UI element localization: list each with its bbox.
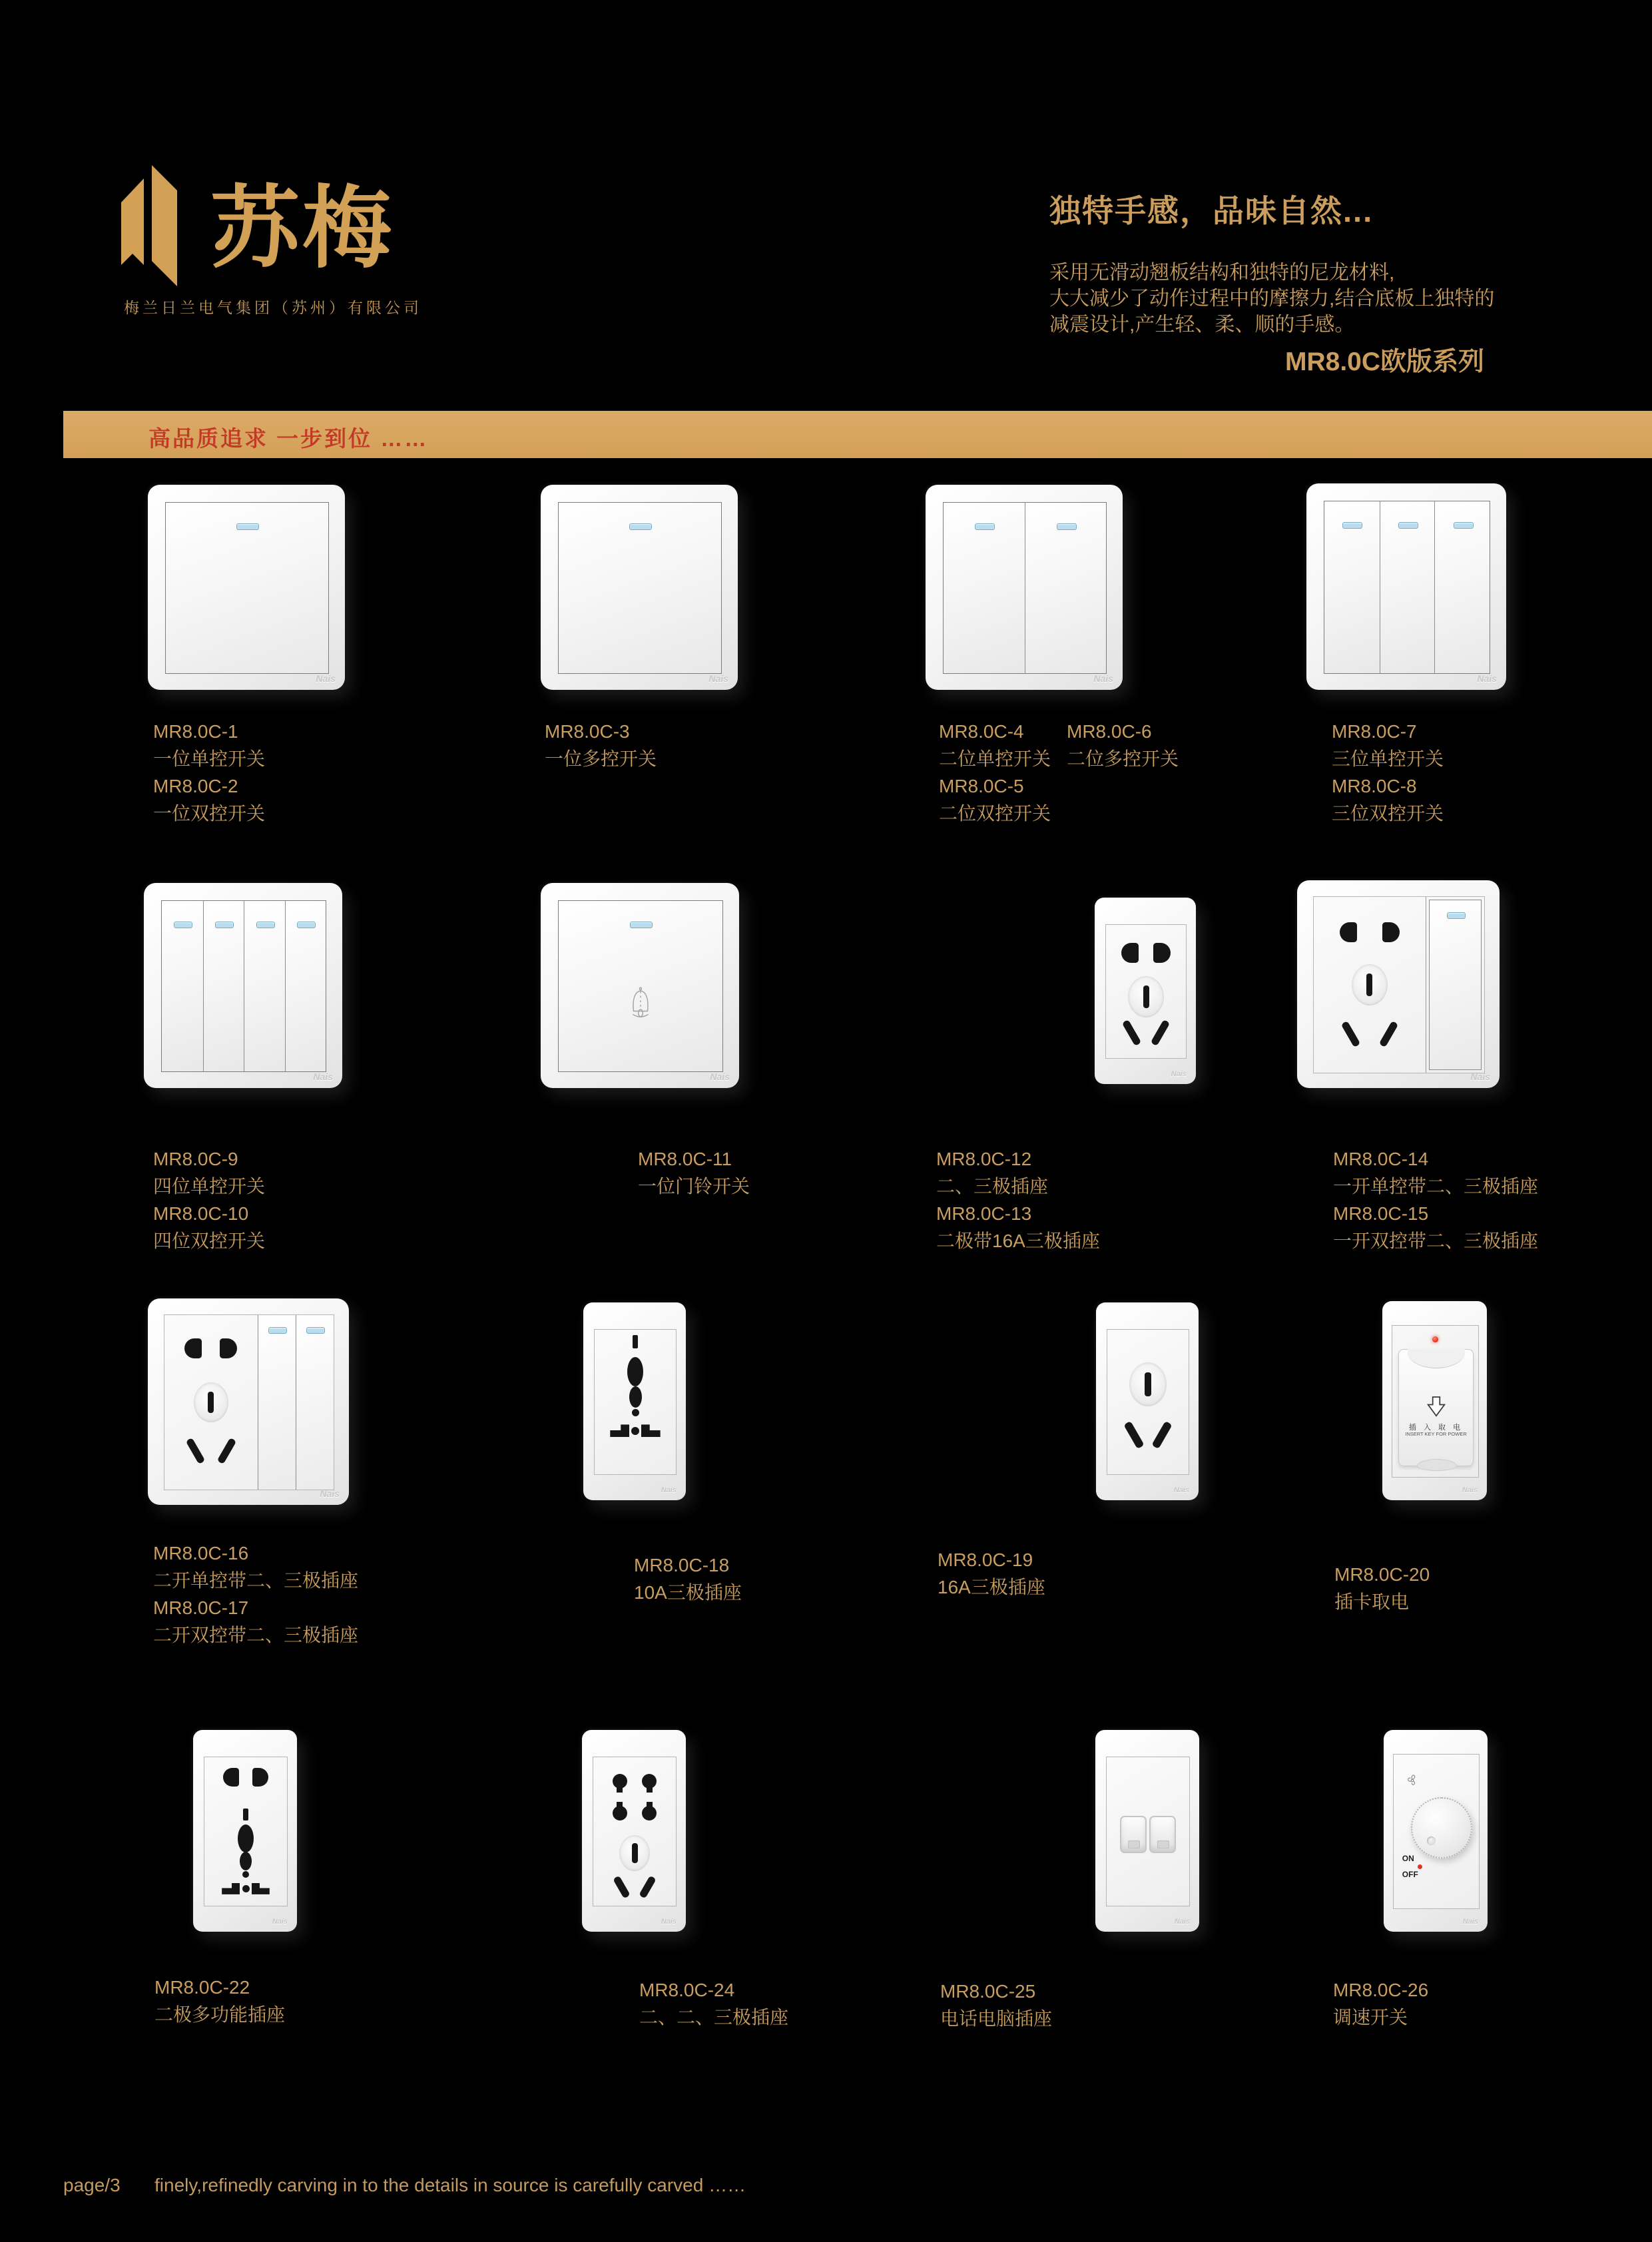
two-pin-hole-left	[184, 1338, 202, 1358]
brand-mark: Nais	[1462, 1486, 1478, 1494]
earth-pin-recess	[619, 1835, 650, 1871]
label-line: 一位单控开关	[153, 748, 266, 769]
label-line: 电话电脑插座	[940, 2008, 1053, 2029]
arrow-down-icon	[1426, 1396, 1446, 1421]
label-line: 二、三极插座	[936, 1176, 1049, 1197]
label-line: 三位单控开关	[1332, 748, 1444, 769]
two-pin-hole-left	[1340, 922, 1357, 942]
product-MR8.0C-11	[541, 883, 739, 1088]
label-line: 二极多功能插座	[154, 2004, 286, 2025]
label-line: 一开单控带二、三极插座	[1333, 1176, 1539, 1197]
brand-mark: Nais	[320, 1488, 340, 1499]
product-MR8.0C-16	[148, 1298, 349, 1505]
slogan-line: 采用无滑动翘板结构和独特的尼龙材料,	[1049, 262, 1395, 284]
label-line: MR8.0C-2	[153, 776, 238, 796]
rocker	[285, 901, 326, 1071]
indicator-light	[975, 523, 995, 530]
live-pin-slot	[1124, 1421, 1145, 1449]
label-line: MR8.0C-16	[153, 1543, 249, 1563]
label-line: MR8.0C-20	[1334, 1564, 1430, 1585]
product-MR8.0C-14	[1297, 880, 1500, 1088]
rocker	[944, 503, 1025, 673]
indicator-light	[268, 1327, 287, 1334]
label-line: MR8.0C-10	[153, 1203, 249, 1224]
series-name: MR8.0C欧版系列	[1285, 348, 1485, 376]
live-pin-slot	[185, 1438, 205, 1464]
indicator-light	[1447, 912, 1466, 919]
mounting-plate	[1107, 1329, 1189, 1475]
doorbell-icon	[625, 986, 656, 1024]
mounting-plate	[1393, 1754, 1480, 1909]
label-line: 四位单控开关	[153, 1176, 266, 1197]
brand-mark: Nais	[1093, 673, 1113, 684]
page-number: page/3	[63, 2175, 121, 2195]
pin-hole	[613, 1806, 627, 1821]
pin-slot	[633, 1335, 638, 1348]
label-line: 插卡取电	[1334, 1591, 1410, 1612]
knob-dimple	[1427, 1836, 1436, 1845]
mounting-plate	[204, 1757, 288, 1906]
two-pin-hole-right	[252, 1768, 268, 1787]
rocker	[166, 503, 328, 673]
neutral-pin-slot	[1151, 1421, 1172, 1449]
card-text-en: INSERT KEY FOR POWER	[1405, 1430, 1467, 1437]
knob	[1411, 1797, 1472, 1858]
earth-pin-recess	[194, 1382, 228, 1422]
label-line: MR8.0C-1	[153, 721, 238, 742]
rj-jack-tab	[1157, 1840, 1169, 1848]
rocker	[244, 901, 285, 1071]
brand-mark: Nais	[1477, 673, 1497, 684]
slogan-line: 大大减少了动作过程中的摩擦力,结合底板上独特的	[1049, 288, 1495, 310]
indicator-light	[630, 922, 653, 928]
neutral-pin-slot	[639, 1876, 657, 1899]
indicator-light	[256, 922, 275, 928]
pin-slot	[243, 1809, 248, 1821]
pin-hole	[629, 1386, 642, 1408]
brand-name: 苏梅	[210, 179, 395, 278]
label-line: MR8.0C-26	[1333, 1980, 1429, 2000]
product-MR8.0C-26	[1384, 1730, 1488, 1932]
company-name: 梅兰日兰电气集团（苏州）有限公司	[124, 299, 422, 316]
product-MR8.0C-19	[1096, 1302, 1199, 1500]
card-slot-scoop	[1408, 1349, 1465, 1368]
slogan-title: 独特手感，品味自然...	[1049, 193, 1374, 228]
rocker	[1324, 501, 1380, 673]
fan-icon	[1404, 1773, 1420, 1792]
indicator-light	[297, 922, 316, 928]
label-line: 二开单控带二、三极插座	[153, 1570, 359, 1591]
brand-mark: Nais	[272, 1918, 288, 1926]
label-line: MR8.0C-6	[1067, 721, 1152, 742]
card-slot	[1398, 1349, 1474, 1466]
rocker	[1025, 503, 1106, 673]
label-line: 一位门铃开关	[638, 1176, 750, 1197]
label-line: MR8.0C-3	[545, 721, 630, 742]
label-line: MR8.0C-15	[1333, 1203, 1429, 1224]
label-line: 四位双控开关	[153, 1231, 266, 1251]
label-line: MR8.0C-25	[940, 1981, 1036, 2002]
mounting-plate	[161, 900, 326, 1072]
pin-hole	[642, 1806, 657, 1821]
power-led	[1432, 1336, 1438, 1342]
two-pin-hole-right	[220, 1338, 237, 1358]
mounting-plate	[1324, 501, 1490, 674]
label-line: MR8.0C-22	[154, 1977, 250, 1998]
mounting-plate	[943, 502, 1107, 674]
mounting-plate	[558, 900, 723, 1072]
pin-hole	[631, 1427, 639, 1435]
indicator-light	[1342, 522, 1362, 529]
label-line: MR8.0C-19	[938, 1549, 1033, 1570]
label-line: 二极带16A三极插座	[936, 1231, 1100, 1251]
live-pin-slot	[1122, 1019, 1142, 1046]
knob-off-label: OFF	[1402, 1870, 1418, 1880]
rocker	[1380, 501, 1435, 673]
two-pin-hole-left	[1121, 943, 1139, 963]
quality-banner-text: 高品质追求 一步到位 ……	[148, 426, 429, 451]
brand-mark: Nais	[316, 673, 336, 684]
rj-jack	[1120, 1816, 1147, 1853]
mounting-plate	[1106, 1757, 1190, 1906]
pin-hole	[627, 1357, 643, 1386]
neutral-pin-slot	[217, 1438, 237, 1464]
earth-pin-slot	[632, 1843, 638, 1863]
product-MR8.0C-3	[541, 485, 738, 690]
pin-hole	[240, 1852, 252, 1870]
label-line: MR8.0C-14	[1333, 1149, 1429, 1169]
mounting-plate	[1313, 896, 1485, 1073]
label-line: 二、二、三极插座	[639, 2007, 789, 2028]
product-MR8.0C-25	[1095, 1730, 1199, 1932]
earth-pin-recess	[1352, 964, 1388, 1005]
brand-mark: Nais	[1173, 1486, 1189, 1494]
indicator-light	[1454, 522, 1474, 529]
pin-hole	[242, 1885, 250, 1892]
brand-mark: Nais	[1470, 1071, 1490, 1082]
indicator-light	[306, 1327, 325, 1334]
indicator-light	[215, 922, 234, 928]
label-line: 调速开关	[1333, 2007, 1408, 2028]
product-MR8.0C-24	[582, 1730, 686, 1932]
brand-mark: Nais	[661, 1486, 677, 1494]
product-MR8.0C-18	[583, 1302, 686, 1500]
slogan-line: 减震设计,产生轻、柔、顺的手感。	[1049, 314, 1355, 336]
mounting-plate	[1105, 924, 1187, 1059]
label-line: MR8.0C-18	[634, 1555, 730, 1575]
label-line: 二开双控带二、三极插座	[153, 1625, 359, 1645]
socket-foot-left	[610, 1424, 629, 1437]
brand-mark: Nais	[313, 1071, 333, 1082]
product-MR8.0C-9	[144, 883, 342, 1088]
rocker	[559, 503, 721, 673]
label-line: MR8.0C-5	[939, 776, 1024, 796]
brand-mark: Nais	[1462, 1918, 1478, 1926]
label-line: 三位双控开关	[1332, 803, 1444, 824]
product-MR8.0C-4	[926, 485, 1123, 690]
product-MR8.0C-1	[148, 485, 345, 690]
rocker	[162, 901, 203, 1071]
live-pin-slot	[613, 1876, 631, 1899]
mounting-plate	[593, 1757, 677, 1906]
earth-pin-slot	[1143, 985, 1149, 1008]
pin-hole-notch	[617, 1787, 623, 1793]
neutral-pin-slot	[1151, 1019, 1171, 1046]
footer-tagline: finely,refinedly carving in to the details in source is carefully carved ……	[154, 2175, 746, 2195]
label-line: MR8.0C-7	[1332, 721, 1417, 742]
label-line: 一开双控带二、三极插座	[1333, 1231, 1539, 1251]
product-MR8.0C-7	[1306, 483, 1506, 690]
socket-foot-right	[641, 1424, 661, 1437]
product-MR8.0C-20	[1382, 1301, 1487, 1500]
indicator-light	[629, 523, 652, 530]
indicator-light	[1057, 523, 1077, 530]
pin-hole	[242, 1871, 249, 1878]
knob-on-label: ON	[1402, 1853, 1414, 1863]
two-pin-hole-left	[223, 1768, 239, 1787]
knob-red-dot	[1418, 1864, 1422, 1869]
label-line: 一位双控开关	[153, 803, 266, 824]
label-line: MR8.0C-11	[638, 1149, 732, 1169]
pin-hole	[238, 1824, 254, 1852]
mounting-plate	[594, 1329, 677, 1475]
card-text-cn: 插 入 取 电	[1408, 1423, 1464, 1432]
pin-hole-notch	[647, 1802, 653, 1808]
two-pin-hole-right	[1153, 943, 1171, 963]
indicator-light	[1398, 522, 1418, 529]
brand-mark: Nais	[661, 1918, 677, 1926]
rocker	[1434, 501, 1490, 673]
card-slot-tab	[1417, 1459, 1457, 1471]
rj-jack	[1149, 1816, 1176, 1853]
pin-hole-notch	[617, 1802, 623, 1808]
brand-mark: Nais	[710, 1071, 730, 1082]
earth-pin-slot	[208, 1392, 214, 1413]
brand-mark: Nais	[708, 673, 728, 684]
label-line: 一位多控开关	[545, 748, 657, 769]
pin-hole	[632, 1409, 639, 1416]
label-line: 二位双控开关	[939, 803, 1051, 824]
brand-mark: Nais	[1174, 1918, 1190, 1926]
label-line: 二位单控开关	[939, 748, 1051, 769]
label-line: 二位多控开关	[1067, 748, 1179, 769]
mounting-plate	[558, 502, 722, 674]
label-line: MR8.0C-13	[936, 1203, 1032, 1224]
product-MR8.0C-12	[1095, 898, 1196, 1084]
product-MR8.0C-22	[193, 1730, 297, 1932]
rocker	[296, 1315, 334, 1490]
earth-pin-slot	[1366, 974, 1372, 996]
socket-foot-left	[222, 1883, 240, 1894]
earth-pin-slot	[1145, 1372, 1151, 1396]
label-line: MR8.0C-8	[1332, 776, 1417, 796]
label-line: MR8.0C-24	[639, 1980, 735, 2000]
mounting-plate	[1392, 1325, 1479, 1478]
label-line: MR8.0C-9	[153, 1149, 238, 1169]
label-line: MR8.0C-12	[936, 1149, 1032, 1169]
label-line: MR8.0C-17	[153, 1597, 249, 1618]
indicator-light	[236, 523, 259, 530]
label-line: 10A三极插座	[634, 1582, 742, 1603]
earth-pin-recess	[1129, 1362, 1167, 1406]
rocker	[203, 901, 244, 1071]
two-pin-hole-right	[1382, 922, 1400, 942]
label-line: 16A三极插座	[938, 1577, 1045, 1597]
rj-jack-tab	[1128, 1840, 1140, 1848]
live-pin-slot	[1341, 1021, 1361, 1047]
mounting-plate	[164, 1314, 334, 1490]
socket-foot-right	[252, 1883, 270, 1894]
pin-hole-notch	[647, 1787, 653, 1793]
mounting-plate	[165, 502, 329, 674]
indicator-light	[174, 922, 192, 928]
rocker	[1429, 900, 1482, 1070]
brand-mark: Nais	[1171, 1070, 1187, 1078]
earth-pin-recess	[1128, 976, 1164, 1017]
rocker	[258, 1315, 296, 1490]
label-line: MR8.0C-4	[939, 721, 1024, 742]
neutral-pin-slot	[1379, 1021, 1399, 1047]
